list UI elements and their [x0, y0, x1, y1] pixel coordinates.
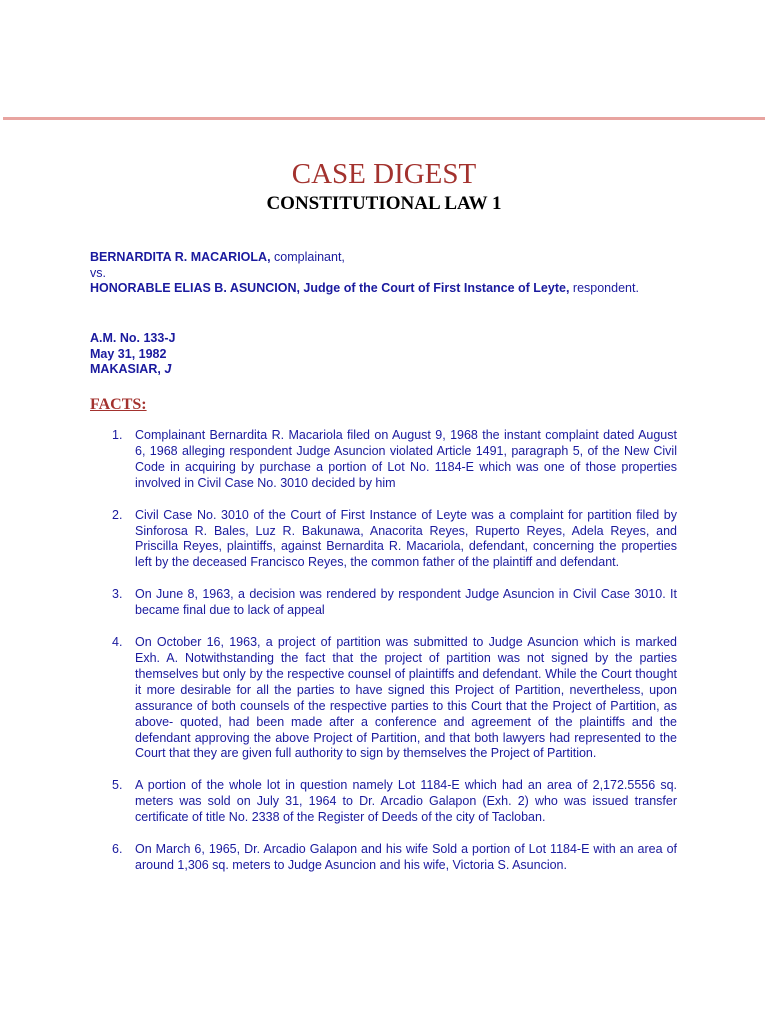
fact-text: Complainant Bernardita R. Macariola filed on August 9, 1968 the instant complaint dated August 6, 1968 alleging respondent Judge Asuncion violated Article 1491, paragraph 5, of the New Civil Code in acquiring by purchase a portion of Lot No. 1184-E which was one of those properties involved in Civil Case No. 3010 decided by him	[135, 428, 677, 490]
ponente-suffix: J	[164, 362, 172, 376]
document-title: CASE DIGEST	[291, 158, 477, 190]
case-date: May 31, 1982	[90, 346, 167, 361]
versus-line: vs.	[90, 265, 106, 280]
facts-list	[112, 428, 677, 890]
header-divider	[3, 117, 765, 120]
fact-text: On October 16, 1963, a project of partition was submitted to Judge Asuncion which is marked Exh. A. Notwithstanding the fact that the project of partition was not signed by the parties themselves but only by the respective counsel of plaintiffs and defendant. While the Court thought it more desirable for all the parties to have signed this Project of Partition, nevertheless, upon assurance of both counsels of the respective parties to this Court that the Project of Partition, as above- quoted, had been made after a conference and agreement of the plaintiffs and the defendant approving the above Project of Partition, and that both lawyers had represented to the Court that they are given full authority to sign by themselves the Project of Partition.	[135, 635, 677, 761]
fact-text: On March 6, 1965, Dr. Arcadio Galapon and his wife Sold a portion of Lot 1184-E with an area of around 1,306 sq. meters to Judge Asuncion and his wife, Victoria S. Asuncion.	[135, 842, 677, 872]
case-number: A.M. No. 133-J	[90, 331, 176, 345]
ponente-name: MAKASIAR,	[90, 362, 161, 376]
complainant-name: BERNARDITA R. MACARIOLA,	[90, 250, 271, 264]
fact-item	[112, 428, 677, 492]
respondent-role: respondent.	[569, 281, 639, 295]
ponente	[90, 362, 390, 378]
respondent-line	[90, 281, 730, 297]
fact-number: 1.	[112, 428, 123, 442]
fact-number: 5.	[112, 778, 123, 793]
fact-item	[112, 842, 677, 874]
fact-item	[112, 508, 677, 572]
fact-number: 3.	[112, 587, 123, 602]
fact-text: Civil Case No. 3010 of the Court of First Instance of Leyte was a complaint for partition filed by Sinforosa R. Bales, Luz R. Bakunawa, Anacorita Reyes, Ruperto Reyes, Adela Reyes, and Priscilla Reyes, plaintiffs, against Bernardita R. Macariola, defendant, concerning the properties left by the deceased Francisco Reyes, the common father of the plaintiff and defendant.	[135, 507, 677, 570]
fact-number: 4.	[112, 635, 123, 650]
fact-text: A portion of the whole lot in question namely Lot 1184-E which had an area of 2,172.5556 sq. meters was sold on July 31, 1964 to Dr. Arcadio Galapon (Exh. 2) who was issued transfer certificate of title No. 2338 of the Register of Deeds of the city of Tacloban.	[135, 778, 677, 825]
document-subtitle: CONSTITUTIONAL LAW 1	[266, 193, 502, 214]
facts-heading: FACTS:	[90, 396, 147, 413]
case-info	[90, 331, 390, 378]
fact-text: On June 8, 1963, a decision was rendered by respondent Judge Asuncion in Civil Case 3010. It became final due to lack of appeal	[135, 587, 677, 618]
fact-number: 2.	[112, 507, 123, 522]
case-parties	[90, 250, 730, 297]
complainant-line	[90, 250, 730, 266]
fact-item	[112, 635, 677, 762]
fact-number: 6.	[112, 842, 123, 857]
fact-item	[112, 778, 677, 826]
fact-item	[112, 587, 677, 619]
respondent-name: HONORABLE ELIAS B. ASUNCION, Judge of the Court of First Instance of Leyte,	[90, 281, 570, 295]
complainant-role: complainant,	[270, 250, 345, 264]
